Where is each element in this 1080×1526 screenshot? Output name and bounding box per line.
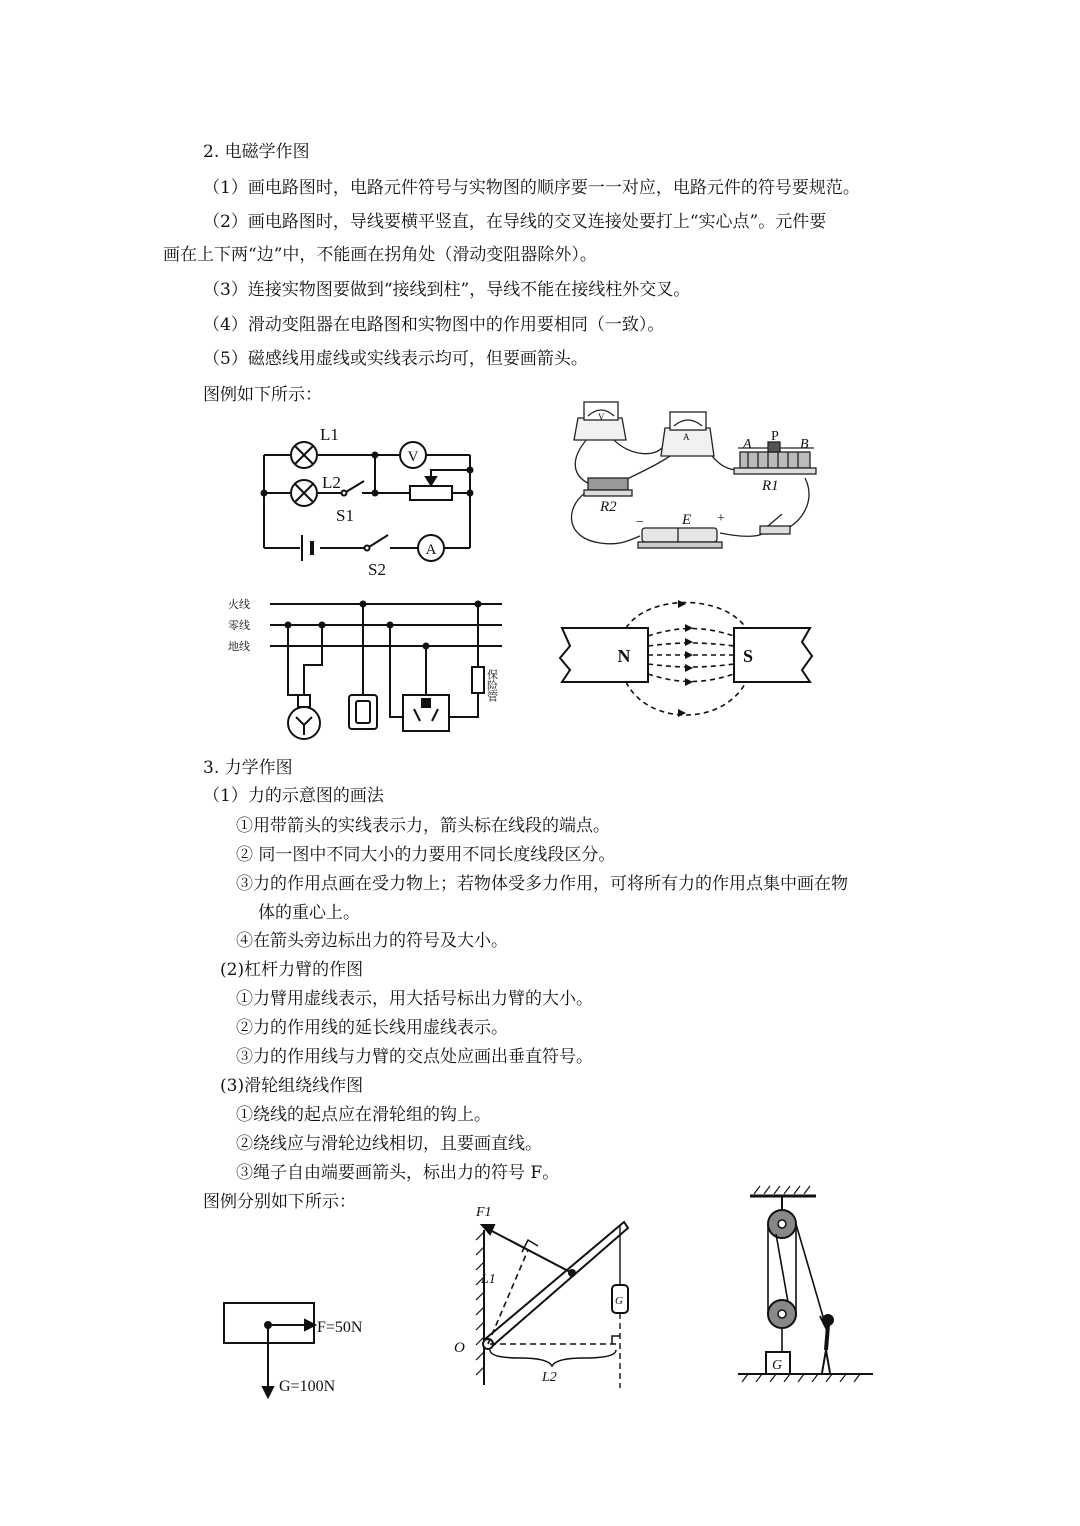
switch-s1-symbol bbox=[342, 481, 365, 496]
ground-hatching bbox=[742, 1374, 860, 1382]
battery-plus-label: + bbox=[717, 511, 725, 526]
force-g-arrowhead bbox=[263, 1387, 273, 1397]
household-switch bbox=[349, 695, 377, 729]
circuit-diagram bbox=[250, 415, 490, 585]
field-arrows bbox=[678, 600, 693, 717]
switch-s1-label: S1 bbox=[336, 506, 354, 525]
force-f1-point bbox=[569, 1270, 575, 1276]
point-p-label: P bbox=[771, 429, 779, 444]
force-item-2: ② 同一图中不同大小的力要用不同长度线段区分。 bbox=[236, 845, 616, 865]
section2-item-5: （5）磁感线用虚线或实线表示均可，但要画箭头。 bbox=[203, 349, 588, 369]
section2-item-1: （1）画电路图时，电路元件符号与实物图的顺序要一一对应，电路元件的符号要规范。 bbox=[203, 178, 860, 198]
live-wire-label: 火线 bbox=[228, 598, 250, 611]
force-subheading-1: （1）力的示意图的画法 bbox=[203, 786, 384, 806]
force-item-3-cont: 体的重心上。 bbox=[258, 903, 360, 923]
lever-subheading: (2)杠杆力臂的作图 bbox=[220, 960, 364, 980]
l2-label: L2 bbox=[542, 1370, 557, 1385]
l1-label: L1 bbox=[481, 1272, 496, 1287]
physical-switch bbox=[760, 514, 790, 534]
pulley-weight-label: G bbox=[772, 1358, 783, 1373]
pulley-subheading: (3)滑轮组绕线作图 bbox=[220, 1076, 364, 1096]
force-item-3: ③力的作用点画在受力物上；若物体受多力作用，可将所有力的作用点集中画在物 bbox=[236, 874, 848, 894]
lever-item-2: ②力的作用线的延长线用虚线表示。 bbox=[236, 1018, 508, 1038]
perpendicular-mark-2 bbox=[612, 1336, 620, 1344]
south-pole-label: S bbox=[742, 646, 754, 666]
l2-brace bbox=[490, 1350, 616, 1366]
physical-voltmeter-label: V bbox=[598, 412, 605, 422]
magnet-diagram bbox=[558, 600, 816, 720]
pulley-item-3: ③绳子自由端要画箭头，标出力的符号 F。 bbox=[236, 1163, 560, 1183]
lamp-l2-symbol bbox=[291, 480, 317, 506]
person-pulling bbox=[820, 1315, 833, 1373]
section2-legend: 图例如下所示： bbox=[203, 385, 322, 405]
section3-legend: 图例分别如下所示： bbox=[203, 1192, 356, 1212]
force-item-1: ①用带箭头的实线表示力，箭头标在线段的端点。 bbox=[236, 816, 610, 836]
voltmeter-label: V bbox=[407, 449, 419, 465]
pulley-item-1: ①绕线的起点应在滑轮组的钩上。 bbox=[236, 1105, 491, 1125]
physical-battery bbox=[638, 528, 722, 548]
physical-resistor-r2 bbox=[584, 478, 632, 496]
point-a-label: A bbox=[743, 437, 752, 452]
point-b-label: B bbox=[800, 437, 809, 452]
lever-item-3: ③力的作用线与力臂的交点处应画出垂直符号。 bbox=[236, 1047, 593, 1067]
r2-label: R2 bbox=[600, 499, 617, 515]
pulley-diagram bbox=[728, 1182, 878, 1382]
lamp-l1-symbol bbox=[291, 442, 317, 468]
ground-wire-label: 地线 bbox=[228, 640, 250, 653]
force-item-4: ④在箭头旁边标出力的符号及大小。 bbox=[236, 931, 508, 951]
pivot-o-label: O bbox=[454, 1340, 465, 1356]
battery-label: E bbox=[682, 512, 692, 528]
battery-symbol bbox=[302, 535, 312, 561]
north-magnet bbox=[560, 628, 648, 682]
ammeter-label: A bbox=[425, 542, 437, 558]
north-pole-label: N bbox=[617, 646, 631, 666]
lever-item-1: ①力臂用虚线表示，用大括号标出力臂的大小。 bbox=[236, 989, 593, 1009]
wall-hatching bbox=[476, 1232, 484, 1375]
lamp-l1-label: L1 bbox=[320, 425, 339, 444]
physical-ammeter-label: A bbox=[683, 432, 690, 442]
section2-item-4: （4）滑动变阻器在电路图和实物图中的作用要相同（一致）。 bbox=[203, 315, 665, 335]
fuse-label: 保险管 bbox=[485, 669, 499, 702]
section3-title: 3. 力学作图 bbox=[203, 758, 293, 778]
f1-label: F1 bbox=[476, 1205, 492, 1220]
force-g-label: G=100N bbox=[279, 1378, 336, 1395]
neutral-wire-label: 零线 bbox=[228, 619, 250, 632]
weight-g-label: G bbox=[615, 1295, 623, 1307]
r1-label: R1 bbox=[762, 478, 779, 494]
force-f-label: F=50N bbox=[317, 1319, 363, 1336]
section2-title: 2. 电磁学作图 bbox=[203, 142, 310, 162]
section2-item-2: （2）画电路图时，导线要横平竖直，在导线的交叉连接处要打上“实心点”。元件要 bbox=[203, 212, 827, 232]
force-diagram bbox=[215, 1295, 395, 1405]
pulley-ropes bbox=[768, 1224, 824, 1352]
rheostat-symbol bbox=[410, 470, 470, 500]
household-socket bbox=[403, 695, 449, 731]
section2-item-2-cont: 画在上下两“边”中，不能画在拐角处（滑动变阻器除外）。 bbox=[163, 245, 597, 265]
section2-item-3: （3）连接实物图要做到“接线到柱”，导线不能在接线柱外交叉。 bbox=[203, 280, 691, 300]
lever-diagram bbox=[448, 1200, 638, 1390]
battery-minus-label: − bbox=[636, 515, 644, 530]
switch-s2-symbol bbox=[365, 535, 389, 551]
lamp-l2-label: L2 bbox=[322, 473, 341, 492]
force-f1-arrow bbox=[490, 1230, 572, 1273]
ceiling-hatching bbox=[754, 1186, 810, 1194]
pulley-item-2: ②绕线应与滑轮边线相切，且要画直线。 bbox=[236, 1134, 542, 1154]
household-lamp bbox=[288, 695, 320, 739]
household-fuse bbox=[472, 667, 484, 693]
lever-bar bbox=[484, 1222, 628, 1348]
force-point bbox=[265, 1322, 271, 1328]
switch-s2-label: S2 bbox=[368, 560, 386, 579]
physical-circuit bbox=[560, 398, 830, 558]
household-circuit bbox=[220, 595, 520, 745]
